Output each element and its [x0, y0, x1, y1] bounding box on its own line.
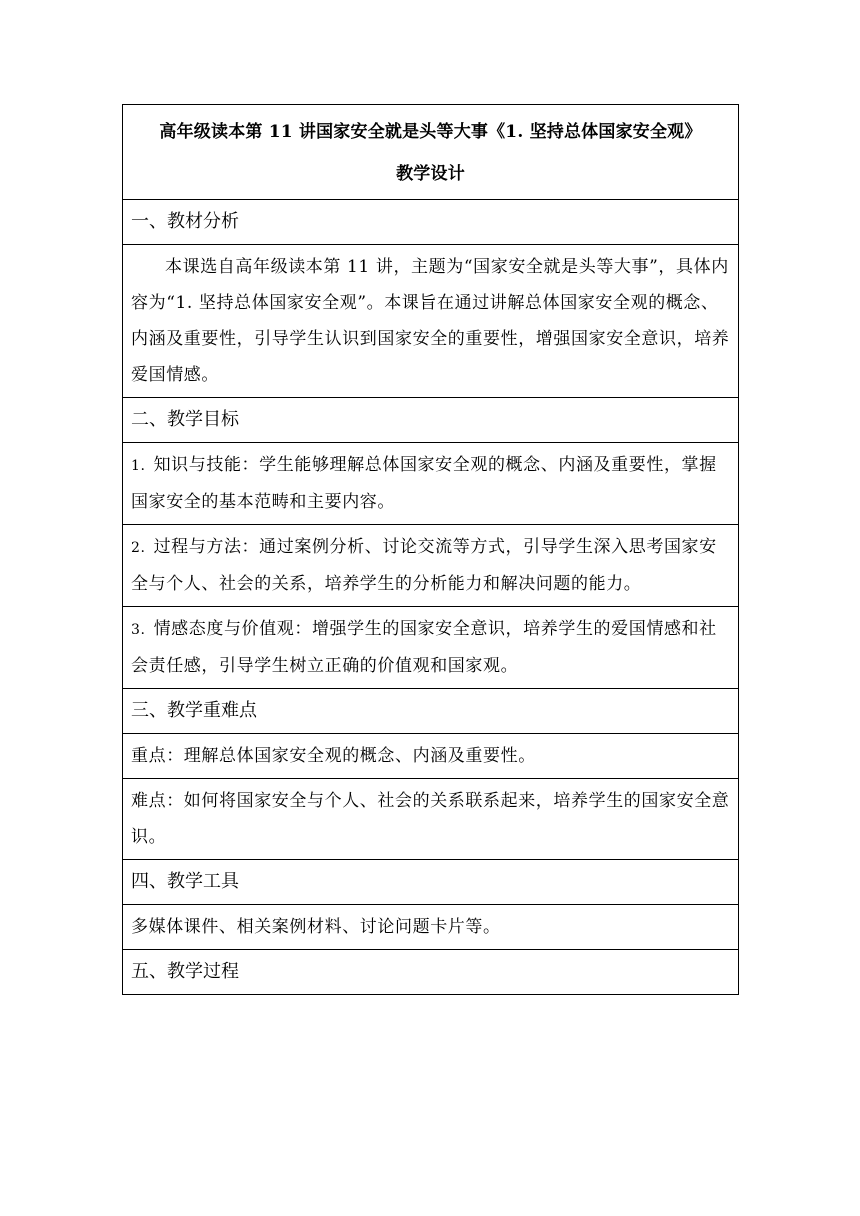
objective-number: 3.: [131, 622, 146, 638]
objective-text: 情感态度与价值观：增强学生的国家安全意识，培养学生的爱国情感和社会责任感，引导学生树立正确的价值观和国家观。: [131, 619, 717, 676]
objective-text: 知识与技能：学生能够理解总体国家安全观的概念、内涵及重要性，掌握国家安全的基本范畴和主要内容。: [131, 455, 717, 512]
content-row: [123, 779, 739, 860]
objective-number: 2.: [131, 540, 146, 556]
section-heading-process: 五、教学过程: [123, 950, 739, 995]
content-row: [123, 245, 739, 398]
title-row: [123, 105, 739, 200]
key-point-focus: 重点：理解总体国家安全观的概念、内涵及重要性。: [123, 734, 739, 779]
section-heading-key-points: 三、教学重难点: [123, 689, 739, 734]
section-heading-objectives: 二、教学目标: [123, 398, 739, 443]
tools-text: 多媒体课件、相关案例材料、讨论问题卡片等。: [123, 905, 739, 950]
section-heading-tools: 四、教学工具: [123, 860, 739, 905]
content-row: [123, 734, 739, 779]
key-point-difficulty: 难点：如何将国家安全与个人、社会的关系联系起来，培养学生的国家安全意识。: [123, 779, 739, 860]
section-heading-row: [123, 950, 739, 995]
objective-item-1: [123, 443, 739, 525]
title-line-2: 教学设计: [396, 164, 465, 184]
analysis-paragraph: 本课选自高年级读本第 11 讲，主题为“国家安全就是头等大事”，具体内容为“1. 坚持总体国家安全观”。本课旨在通过讲解总体国家安全观的概念、内涵及重要性，引导学生认识到国家安全的重要性，增强国家安全意识，培养爱国情感。: [123, 245, 739, 398]
objective-item-2: [123, 525, 739, 607]
section-heading-analysis: 一、教材分析: [123, 200, 739, 245]
content-row: [123, 607, 739, 689]
document-title: [123, 105, 739, 200]
content-row: [123, 905, 739, 950]
section-heading-row: [123, 200, 739, 245]
objective-text: 过程与方法：通过案例分析、讨论交流等方式，引导学生深入思考国家安全与个人、社会的关系，培养学生的分析能力和解决问题的能力。: [131, 537, 717, 594]
section-heading-row: [123, 689, 739, 734]
content-row: [123, 525, 739, 607]
section-heading-row: [123, 860, 739, 905]
title-line-1: 高年级读本第 11 讲国家安全就是头等大事《1. 坚持总体国家安全观》: [159, 122, 702, 142]
objective-item-3: [123, 607, 739, 689]
content-row: [123, 443, 739, 525]
section-heading-row: [123, 398, 739, 443]
lesson-plan-table: [122, 104, 739, 995]
objective-number: 1.: [131, 458, 146, 474]
